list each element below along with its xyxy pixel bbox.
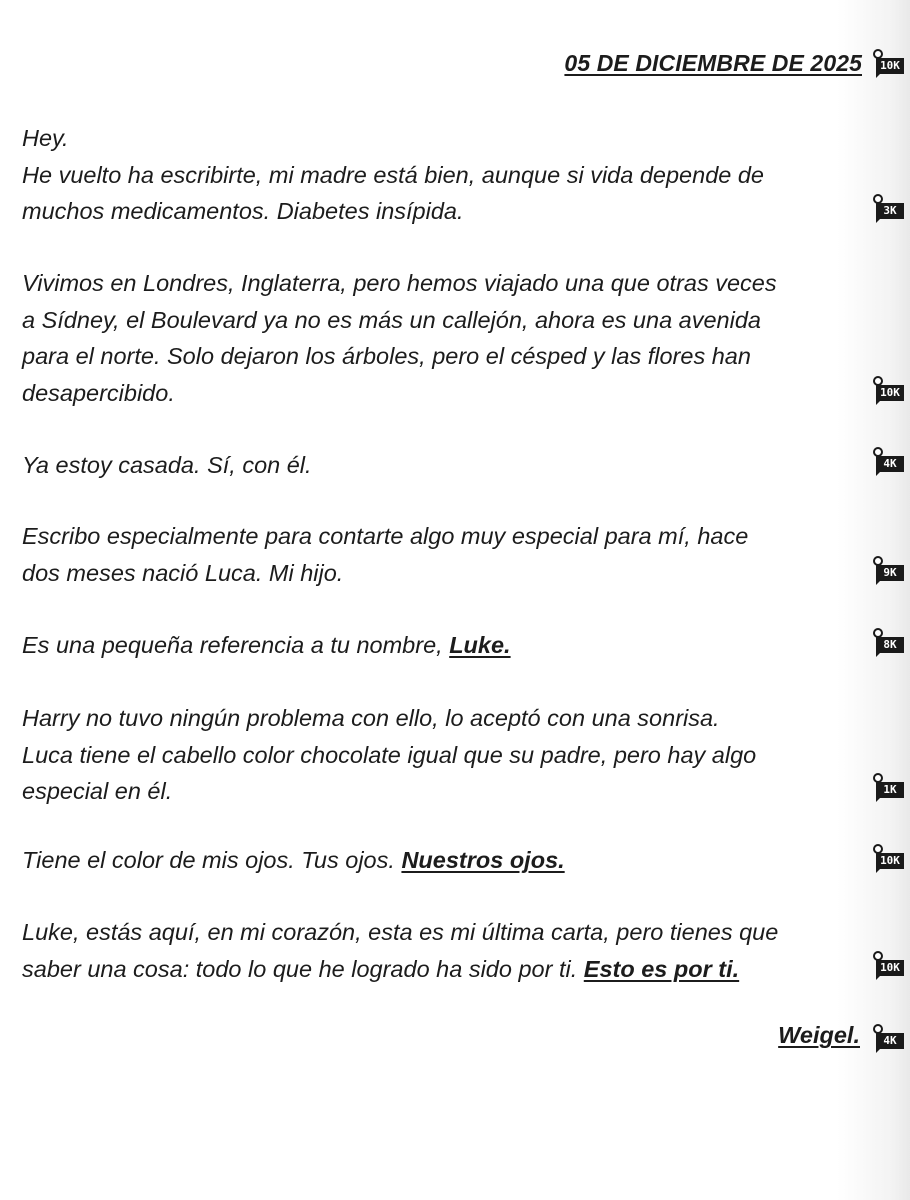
paragraph-4 (22, 518, 862, 591)
comment-badge-date[interactable] (872, 48, 906, 80)
paragraph-5 (22, 627, 862, 664)
paragraph-line: muchos medicamentos. Diabetes insípida. (22, 198, 464, 224)
paragraph-line: Ya estoy casada. Sí, con él. (22, 452, 312, 478)
paragraph-text: Tiene el color de mis ojos. Tus ojos. (22, 847, 402, 873)
comment-count: 1K (883, 783, 897, 796)
emphasis-esto-es-por-ti: Esto es por ti. (583, 955, 740, 982)
paragraph-line: para el norte. Solo dejaron los árboles, pero el césped y las flores han (22, 343, 751, 369)
comment-count: 8K (883, 638, 897, 651)
paragraph-line: Harry no tuvo ningún problema con ello, lo aceptó con una sonrisa. (22, 705, 720, 731)
paragraph-text: saber una cosa: todo lo que he logrado ha sido por ti. (22, 955, 584, 982)
paragraph-line: Hey. (22, 125, 69, 151)
comment-count: 10K (880, 961, 900, 974)
paragraph-line: He vuelto ha escribirte, mi madre está bien, aunque si vida depende de (22, 161, 765, 188)
paragraph-line (22, 842, 862, 879)
comment-count: 9K (883, 566, 897, 579)
paragraph-line: Luca tiene el cabello color chocolate igual que su padre, pero hay algo (22, 741, 757, 768)
paragraph-2 (22, 265, 862, 411)
paragraph-line: especial en él. (22, 778, 173, 804)
comment-count: 10K (880, 386, 900, 399)
comment-count: 3K (883, 204, 897, 217)
comment-badge-signature[interactable] (872, 1023, 906, 1055)
paragraph-line: a Sídney, el Boulevard ya no es más un callejón, ahora es una avenida (22, 306, 761, 333)
paragraph-line (22, 627, 862, 664)
comment-count: 10K (880, 59, 900, 72)
comment-badge-paragraph-8[interactable] (872, 950, 906, 982)
paragraph-line (22, 951, 862, 988)
paragraph-6 (22, 700, 862, 810)
signature: Weigel. (778, 1022, 860, 1048)
comment-badge-paragraph-5[interactable] (872, 627, 906, 659)
comment-badge-paragraph-4[interactable] (872, 555, 906, 587)
paragraph-line: desapercibido. (22, 379, 175, 406)
emphasis-nuestros-ojos: Nuestros ojos. (401, 847, 565, 873)
comment-count: 10K (880, 854, 900, 867)
paragraph-3 (22, 447, 862, 484)
comment-badge-paragraph-6[interactable] (872, 772, 906, 804)
comment-badge-paragraph-7[interactable] (872, 843, 906, 875)
comment-badge-paragraph-2[interactable] (872, 375, 906, 407)
paragraph-line: Luke, estás aquí, en mi corazón, esta es mi última carta, pero tienes que (22, 919, 779, 945)
comment-badge-paragraph-1[interactable] (872, 193, 906, 225)
letter-date: 05 DE DICIEMBRE DE 2025 (564, 50, 862, 76)
paragraph-8 (22, 914, 862, 987)
emphasis-luke: Luke. (449, 632, 511, 658)
paragraph-7 (22, 842, 862, 879)
paragraph-text: Es una pequeña referencia a tu nombre, (22, 632, 450, 658)
paragraph-line: Vivimos en Londres, Inglaterra, pero hemos viajado una que otras veces (22, 270, 777, 296)
paragraph-line: dos meses nació Luca. Mi hijo. (22, 559, 344, 586)
paragraph-1 (22, 120, 862, 230)
paragraph-line: Escribo especialmente para contarte algo muy especial para mí, hace (22, 523, 749, 549)
comment-count: 4K (883, 457, 897, 470)
comment-count: 4K (883, 1034, 897, 1047)
comment-badge-paragraph-3[interactable] (872, 446, 906, 478)
